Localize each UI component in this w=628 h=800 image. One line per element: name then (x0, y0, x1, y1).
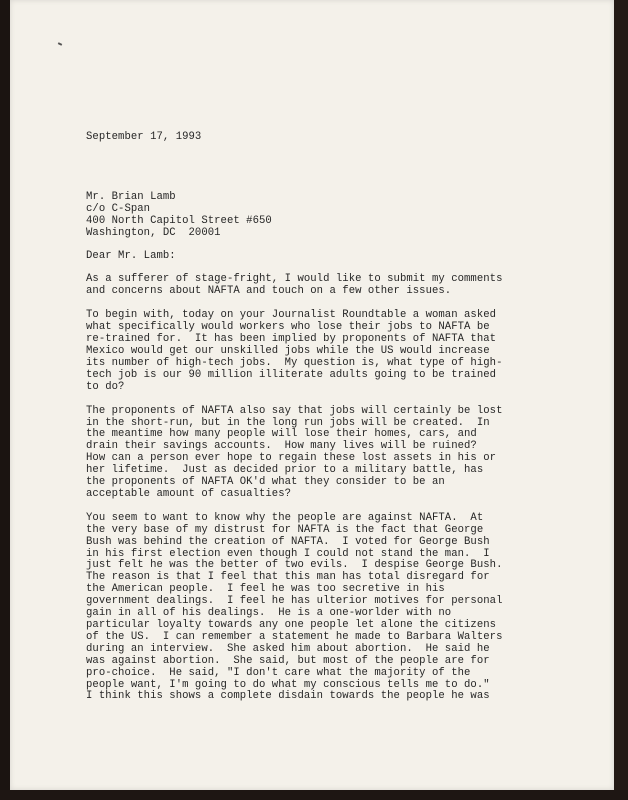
text-line: the American people. I feel he was too secretive in his (86, 583, 445, 596)
text-line: in his first election even though I could not stand the man. I (86, 547, 490, 560)
recipient-address (86, 192, 556, 240)
paragraph-2 (86, 310, 556, 393)
paragraph-3 (86, 406, 556, 501)
text-line: I think this shows a complete disdain towards the people he was (86, 690, 490, 703)
text-line: gain in all of his dealings. He is a one-worlder with no (86, 607, 452, 620)
letter-date: September 17, 1993 (86, 131, 202, 143)
text-line: To begin with, today on your Journalist Roundtable a woman asked (86, 309, 497, 322)
text-line: and concerns about NAFTA and touch on a few other issues. (86, 285, 452, 298)
text-line: her lifetime. Just as decided prior to a military battle, has (86, 464, 484, 477)
address-line: Washington, DC 20001 (86, 226, 221, 239)
address-line: c/o C-Span (86, 202, 151, 215)
text-line: re-trained for. It has been implied by proponents of NAFTA that (86, 333, 497, 346)
paragraph-1 (86, 274, 556, 298)
text-line: drain their savings accounts. How many lives will be ruined? (86, 440, 477, 453)
text-line: Mexico would get our unskilled jobs while the US would increase (86, 344, 490, 357)
address-line: 400 North Capitol Street #650 (86, 214, 272, 227)
text-line: The reason is that I feel that this man has total disregard for (86, 571, 490, 584)
text-line: the proponents of NAFTA OK'd what they consider to be an (86, 476, 445, 489)
text-line: acceptable amount of casualties? (86, 487, 292, 500)
text-line: people want, I'm going to do what my conscious tells me to do." (86, 678, 490, 691)
text-line: How can a person ever hope to regain these lost assets in his or (86, 452, 497, 465)
paper-speck (58, 42, 62, 46)
text-line: just felt he was the better of two evils. I despise George Bush. (86, 559, 503, 572)
text-line: As a sufferer of stage-fright, I would like to submit my comments (86, 273, 503, 286)
text-line: was against abortion. She said, but most of the people are for (86, 654, 490, 667)
text-line: government dealings. I feel he has ulterior motives for personal (86, 595, 503, 608)
text-line: of the US. I can remember a statement he made to Barbara Walters (86, 630, 503, 643)
letter-body (86, 132, 556, 715)
scan-edge-left (0, 0, 10, 800)
text-line: pro-choice. He said, "I don't care what the majority of the (86, 666, 471, 679)
text-line: The proponents of NAFTA also say that jobs will certainly be lost (86, 404, 503, 417)
scan-edge-right (614, 0, 628, 800)
paragraph-4 (86, 513, 556, 704)
text-line: during an interview. She asked him about abortion. He said he (86, 642, 490, 655)
salutation: Dear Mr. Lamb: (86, 249, 176, 262)
text-line: its number of high-tech jobs. My question is, what type of high- (86, 356, 503, 369)
scan-edge-bottom (0, 790, 628, 800)
text-line: in the short-run, but in the long run jobs will be created. In (86, 416, 490, 429)
text-line: the meantime how many people will lose their homes, cars, and (86, 428, 477, 441)
text-line: what specifically would workers who lose their jobs to NAFTA be (86, 321, 490, 334)
address-line: Mr. Brian Lamb (86, 190, 176, 203)
text-line: Bush was behind the creation of NAFTA. I voted for George Bush (86, 535, 490, 548)
text-line: particular loyalty towards any one people let alone the citizens (86, 619, 497, 631)
text-line: the very base of my distrust for NAFTA is the fact that George (86, 523, 484, 536)
text-line: You seem to want to know why the people are against NAFTA. At (86, 511, 484, 524)
text-line: to do? (86, 380, 125, 393)
text-line: tech job is our 90 million illiterate adults going to be trained (86, 368, 497, 381)
